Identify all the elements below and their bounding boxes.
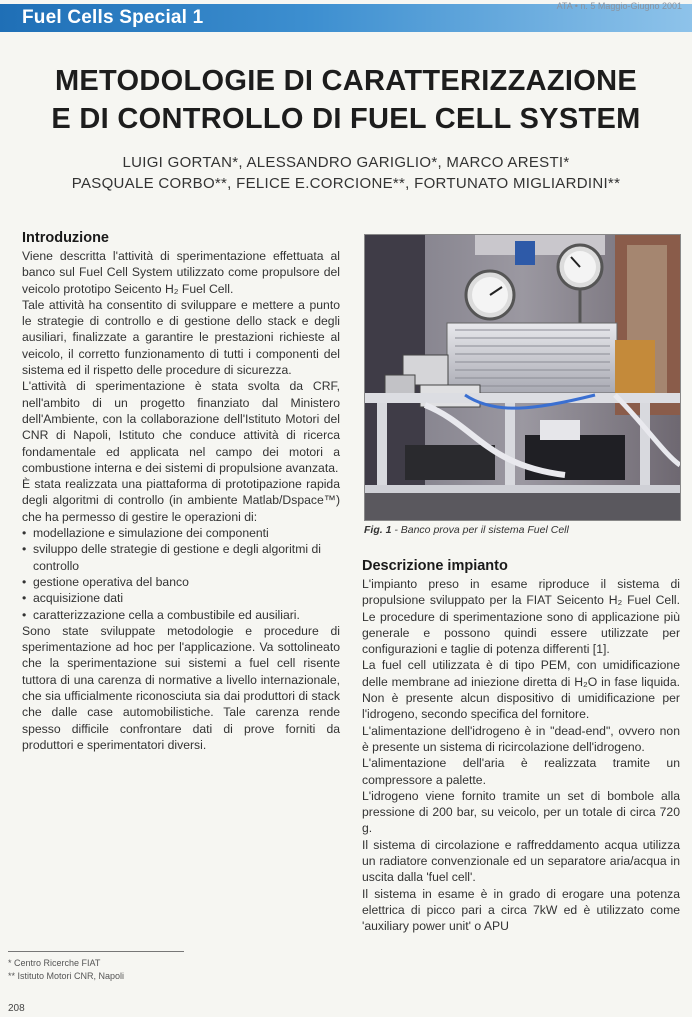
author-line: LUIGI GORTAN*, ALESSANDRO GARIGLIO*, MARCO ARESTI* bbox=[122, 154, 570, 171]
paragraph: Sono state sviluppate metodologie e procedure di sperimentazione ad hoc per l'applicazione. Va sottolineato che la sperimentazione sui sistemi a fuel cell risente tuttora di una carenza di normative a livello internazionale, che sia ufficialmente riconosciuta sia dai produttori di stack che dalle case automobilistiche. Tale carenza rende spesso difficile confrontare dati di prove forniti da produttori e sperimentatori diversi. bbox=[22, 623, 340, 752]
paragraph: Il sistema in esame è in grado di erogare una potenza elettrica di picco pari a circa 7kW ed è utilizzato come 'auxiliary power unit' o APU bbox=[362, 886, 680, 934]
paragraph: L'attività di sperimentazione è stata svolta da CRF, nell'ambito di un progetto finanziato dal Ministero dell'Ambiente, con la collaborazione dell'Istituto Motori del CNR di Napoli, Istituto che conduce attività di ricerca fondamentale ed applicata nel campo dei motori a combustione interna e dei sistemi di propulsione avanzata. bbox=[22, 379, 340, 475]
title-line: METODOLOGIE DI CARATTERIZZAZIONE bbox=[54, 65, 638, 97]
paragraph: La fuel cell utilizzata è di tipo PEM, con umidificazione delle membrane ad iniezione diretta di H₂O in fase liquida. Non è presente alcun dispositivo di umidificazione per l'idrogeno, secondo specifica del fornitore. bbox=[362, 658, 680, 722]
author-list bbox=[0, 152, 692, 194]
paragraph: Tale attività ha consentito di sviluppare e mettere a punto le strategie di controllo e di gestione dello stack e degli ausiliari, finalizzate a garantire le prestazioni richieste al veicolo, il corretto funzionamento di tutti i componenti del sistema ed il rispetto delle procedure di sicurezza. bbox=[22, 297, 340, 378]
footnote: * Centro Ricerche FIAT bbox=[8, 958, 101, 968]
bullet-icon: • bbox=[22, 526, 27, 541]
bullet-icon: • bbox=[22, 542, 27, 557]
title-line: E DI CONTROLLO DI FUEL CELL SYSTEM bbox=[51, 103, 641, 135]
author-line: PASQUALE CORBO**, FELICE E.CORCIONE**, FORTUNATO MIGLIARDINI** bbox=[71, 175, 621, 192]
figure-caption bbox=[364, 524, 569, 536]
section-heading-introduzione: Introduzione bbox=[22, 230, 109, 246]
paragraph: L'impianto preso in esame riproduce il sistema di propulsione sviluppato per la FIAT Seicento H₂ Fuel Cell. Le procedure di sperimentazione sono di applicazione più generale e possono quindi essere utilizzate per configurazioni e taglie di potenza differenti [1]. bbox=[362, 577, 680, 657]
bullet-icon: • bbox=[22, 574, 27, 589]
paragraph: È stata realizzata una piattaforma di prototipazione rapida degli algoritmi di controllo (in ambiente Matlab/Dspace™) che ha permesso di gestire le operazioni di: bbox=[22, 477, 340, 524]
figure-label: Fig. 1 bbox=[364, 524, 392, 536]
page-number: 208 bbox=[8, 1003, 25, 1014]
paragraph: L'alimentazione dell'idrogeno è in "dead-end", ovvero non è presente un sistema di ricircolazione dell'idrogeno. bbox=[362, 723, 680, 754]
figure-caption-text: - Banco prova per il sistema Fuel Cell bbox=[391, 524, 569, 536]
bullet-icon: • bbox=[22, 591, 27, 606]
footnote-divider bbox=[8, 951, 184, 952]
footnote: ** Istituto Motori CNR, Napoli bbox=[8, 971, 125, 981]
issue-info: ATA • n. 5 Maggio-Giugno 2001 bbox=[556, 1, 682, 11]
paragraph: Il sistema di circolazione e raffreddamento acqua utilizza un radiatore convenzionale ed un separatore aria/acqua in uscita dalla 'fuel cell'. bbox=[362, 837, 680, 885]
list-item: • caratterizzazione cella a combustibile ed ausiliari. bbox=[22, 607, 300, 622]
bullet-icon: • bbox=[22, 607, 27, 622]
section-header-band bbox=[0, 1, 692, 32]
list-item: • modellazione e simulazione dei componenti bbox=[22, 526, 269, 541]
section-heading-descrizione: Descrizione impianto bbox=[362, 558, 508, 574]
figure-test-bench-photo bbox=[364, 234, 681, 521]
paragraph: L'alimentazione dell'aria è realizzata tramite un compressore a palette. bbox=[362, 756, 680, 787]
operations-list bbox=[22, 525, 340, 623]
right-column bbox=[362, 558, 680, 935]
paragraph: Viene descritta l'attività di sperimentazione effettuata al banco sul Fuel Cell System utilizzato come propulsore del veicolo prototipo Seicento H₂ Fuel Cell. bbox=[22, 249, 340, 296]
article-title bbox=[0, 62, 692, 138]
footnotes bbox=[8, 957, 124, 983]
section-label: Fuel Cells Special 1 bbox=[22, 7, 204, 28]
list-item: • acquisizione dati bbox=[22, 591, 124, 606]
left-column bbox=[22, 230, 340, 753]
paragraph: L'idrogeno viene fornito tramite un set di bombole alla pressione di 200 bar, su veicolo, per un totale di circa 720 g. bbox=[362, 788, 680, 836]
test-bench-illustration bbox=[365, 235, 680, 520]
list-item: • sviluppo delle strategie di gestione e degli algoritmi di controllo bbox=[22, 542, 321, 573]
list-item: • gestione operativa del banco bbox=[22, 574, 189, 589]
